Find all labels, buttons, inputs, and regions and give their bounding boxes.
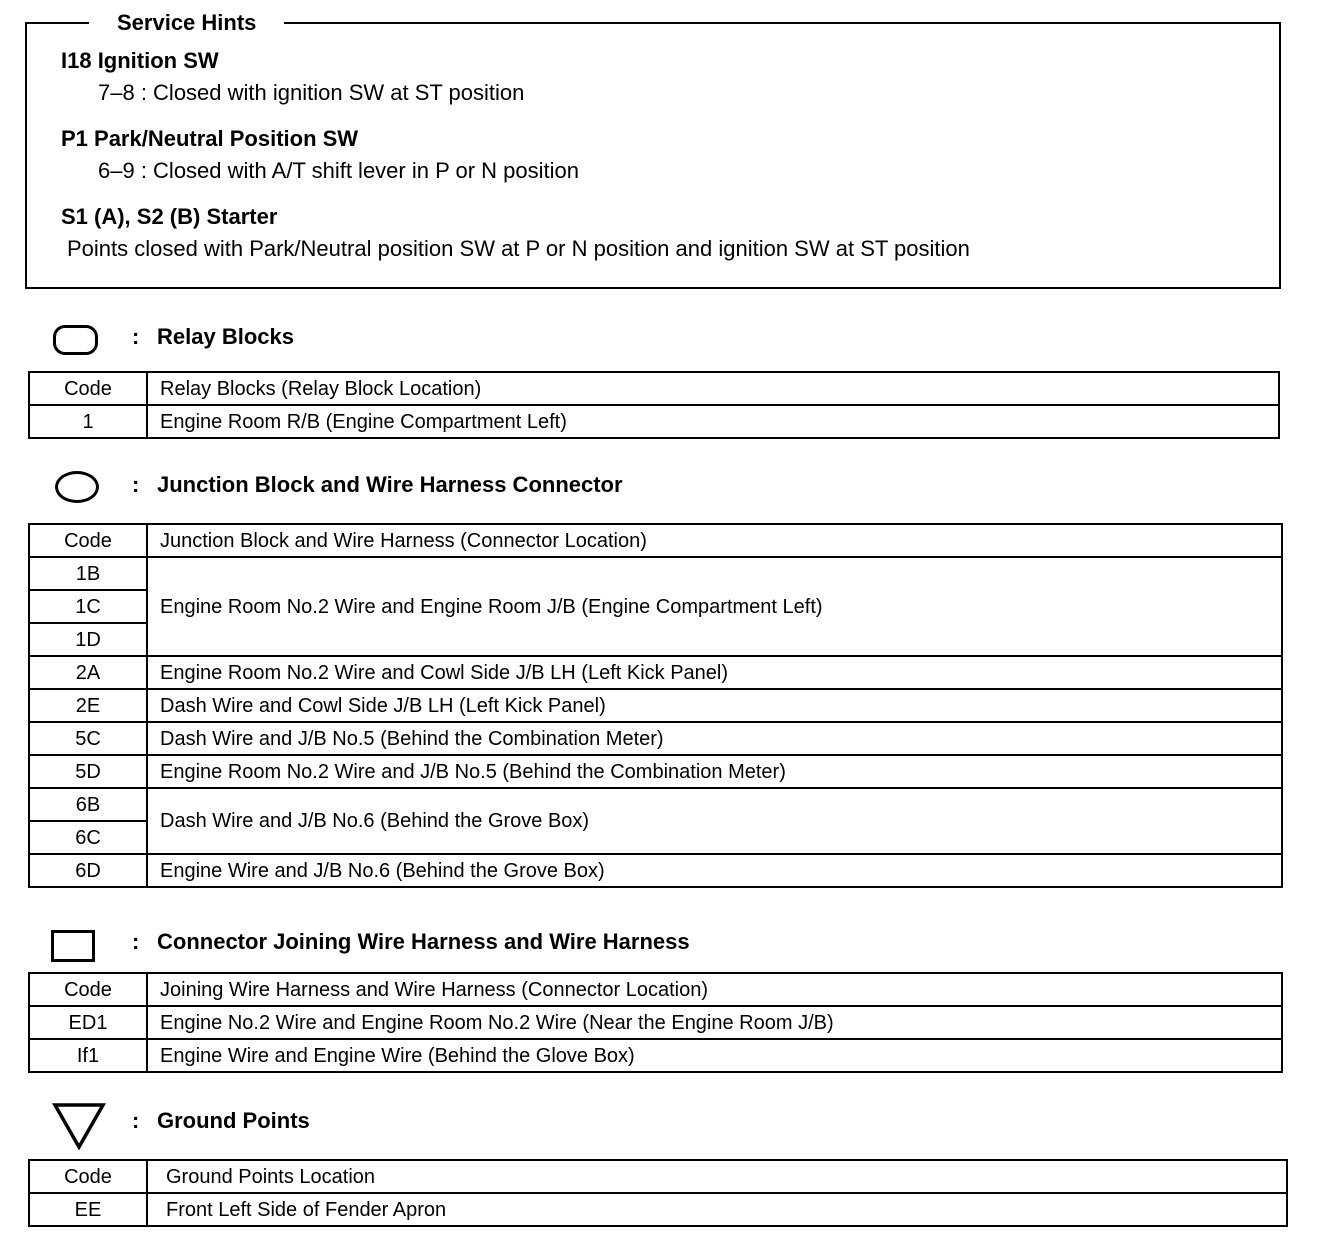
square-icon — [51, 930, 95, 962]
junction-blocks-title: Junction Block and Wire Harness Connector — [157, 472, 623, 497]
code-cell: 1 — [29, 405, 147, 438]
service-hints-title: Service Hints — [89, 10, 284, 36]
code-header: Code — [29, 524, 147, 557]
table-row — [29, 557, 1282, 590]
location-cell: Front Left Side of Fender Apron — [147, 1193, 1287, 1226]
location-cell: Engine Room No.2 Wire and J/B No.5 (Behind the Combination Meter) — [147, 755, 1282, 788]
code-cell: 5C — [29, 722, 147, 755]
hint-park-neutral-detail: 6–9 : Closed with A/T shift lever in P or N position — [98, 158, 579, 183]
location-cell: Engine Wire and J/B No.6 (Behind the Grove Box) — [147, 854, 1282, 887]
code-cell: EE — [29, 1193, 147, 1226]
location-cell: Engine Room R/B (Engine Compartment Left) — [147, 405, 1279, 438]
code-cell: 1B — [29, 557, 147, 590]
table-row — [29, 656, 1282, 689]
code-cell: 1D — [29, 623, 147, 656]
connectors-table — [28, 972, 1283, 1073]
code-cell: 6B — [29, 788, 147, 821]
hint-starter-heading: S1 (A), S2 (B) Starter — [61, 204, 278, 229]
junction-blocks-table — [28, 523, 1283, 888]
code-header: Code — [29, 973, 147, 1006]
hint-ignition-sw-detail: 7–8 : Closed with ignition SW at ST position — [98, 80, 525, 105]
code-cell: If1 — [29, 1039, 147, 1072]
oval-icon — [55, 471, 99, 503]
table-row — [29, 689, 1282, 722]
relay-blocks-table — [28, 371, 1280, 439]
rounded-rect-icon — [53, 325, 98, 355]
code-cell: 5D — [29, 755, 147, 788]
table-header-row — [29, 524, 1282, 557]
table-header-row — [29, 973, 1282, 1006]
code-cell: 6D — [29, 854, 147, 887]
hint-park-neutral-heading: P1 Park/Neutral Position SW — [61, 126, 359, 151]
table-row — [29, 1039, 1282, 1072]
location-cell: Engine Room No.2 Wire and Cowl Side J/B LH (Left Kick Panel) — [147, 656, 1282, 689]
triangle-down-icon — [52, 1102, 106, 1150]
junction-colon: : — [132, 472, 140, 497]
location-cell: Dash Wire and J/B No.6 (Behind the Grove Box) — [147, 788, 1282, 854]
relay-colon: : — [132, 324, 140, 349]
hint-ignition-sw-heading: I18 Ignition SW — [61, 48, 219, 73]
ground-points-title: Ground Points — [157, 1108, 310, 1133]
table-row — [29, 405, 1279, 438]
location-header: Ground Points Location — [147, 1160, 1287, 1193]
location-cell: Dash Wire and J/B No.5 (Behind the Combination Meter) — [147, 722, 1282, 755]
table-row — [29, 788, 1282, 821]
location-header: Joining Wire Harness and Wire Harness (Connector Location) — [147, 973, 1282, 1006]
location-cell: Engine No.2 Wire and Engine Room No.2 Wire (Near the Engine Room J/B) — [147, 1006, 1282, 1039]
code-cell: ED1 — [29, 1006, 147, 1039]
location-header: Junction Block and Wire Harness (Connector Location) — [147, 524, 1282, 557]
table-header-row — [29, 1160, 1287, 1193]
code-cell: 2E — [29, 689, 147, 722]
ground-colon: : — [132, 1108, 140, 1133]
code-header: Code — [29, 372, 147, 405]
table-row — [29, 1193, 1287, 1226]
location-cell: Dash Wire and Cowl Side J/B LH (Left Kick Panel) — [147, 689, 1282, 722]
code-header: Code — [29, 1160, 147, 1193]
connector-colon: : — [132, 929, 140, 954]
service-hints-box — [25, 10, 1281, 289]
connectors-title: Connector Joining Wire Harness and Wire Harness — [157, 929, 690, 954]
hint-starter-detail: Points closed with Park/Neutral position SW at P or N position and ignition SW at ST position — [67, 236, 970, 261]
location-cell: Engine Room No.2 Wire and Engine Room J/B (Engine Compartment Left) — [147, 557, 1282, 656]
table-row — [29, 1006, 1282, 1039]
location-cell: Engine Wire and Engine Wire (Behind the Glove Box) — [147, 1039, 1282, 1072]
ground-points-table — [28, 1159, 1288, 1227]
relay-blocks-title: Relay Blocks — [157, 324, 294, 349]
code-cell: 1C — [29, 590, 147, 623]
table-row — [29, 854, 1282, 887]
code-cell: 2A — [29, 656, 147, 689]
table-row — [29, 755, 1282, 788]
location-header: Relay Blocks (Relay Block Location) — [147, 372, 1279, 405]
code-cell: 6C — [29, 821, 147, 854]
table-header-row — [29, 372, 1279, 405]
table-row — [29, 722, 1282, 755]
